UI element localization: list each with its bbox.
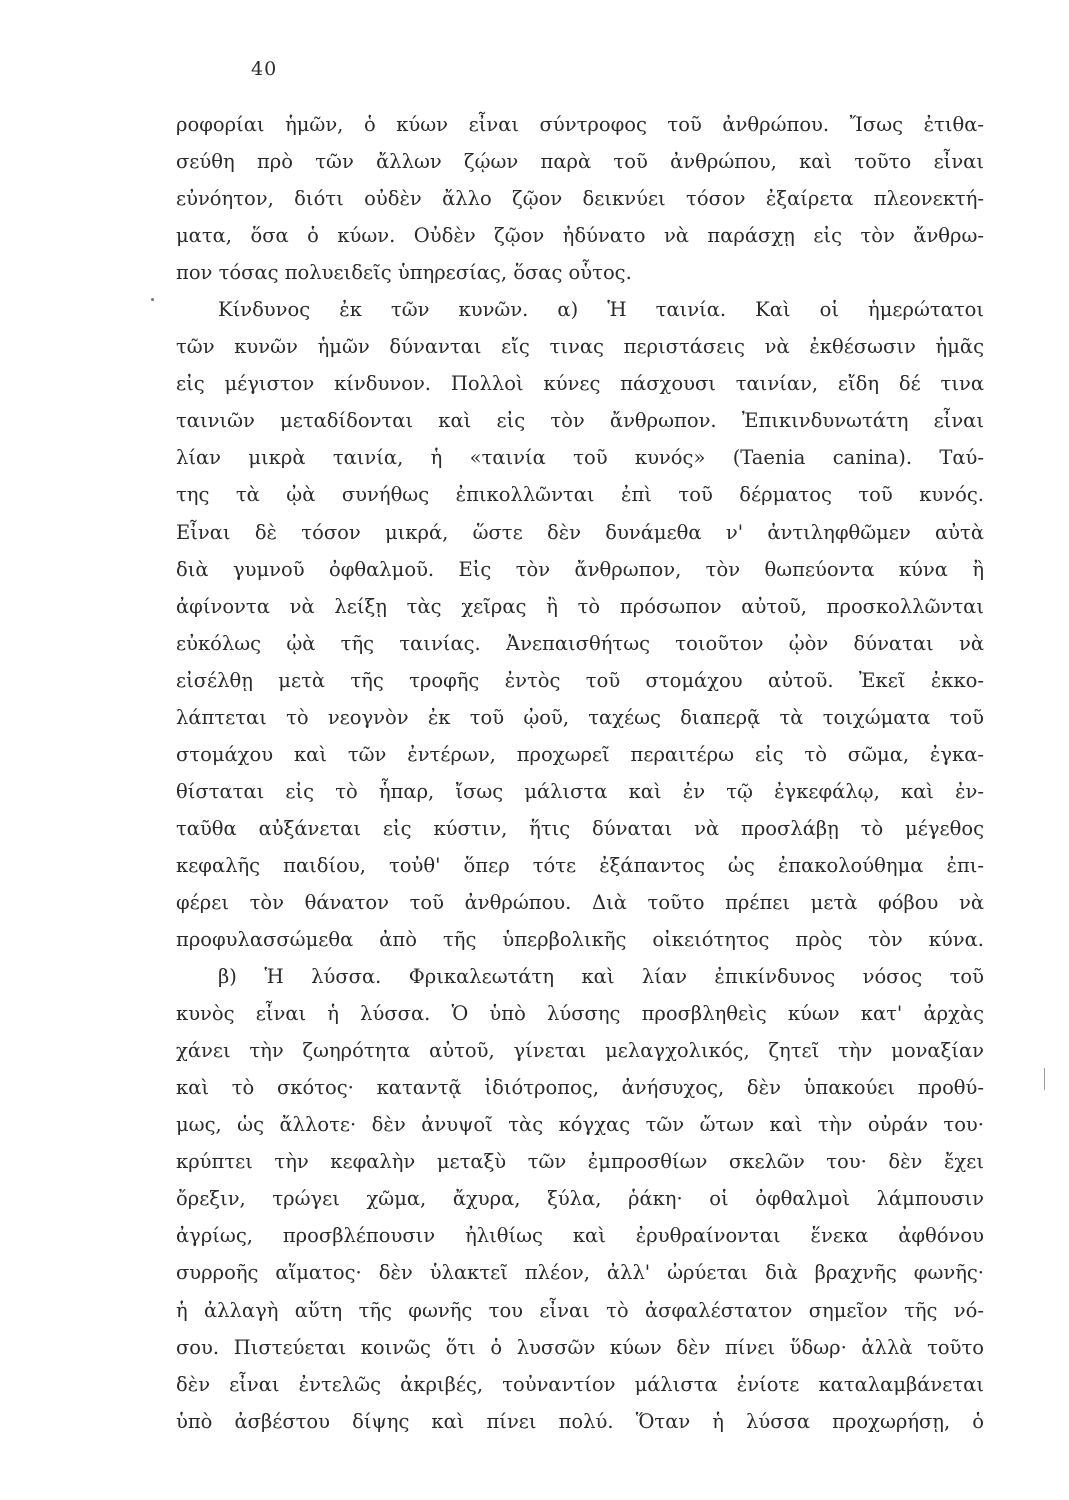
text-line: φέρει τὸν θάνατον τοῦ ἀνθρώπου. Διὰ τοῦτο πρέπει μετὰ φόβου νὰ [176,890,984,914]
text-line: ματα, ὅσα ὁ κύων. Οὐδὲν ζῷον ἠδύνατο νὰ παράσχῃ εἰς τὸν ἄνθρω- [176,224,984,248]
text-line: της τὰ ᾠὰ συνήθως ἐπικολλῶνται ἐπὶ τοῦ δέρματος τοῦ κυνός. [176,483,984,507]
text-line: κυνὸς εἶναι ἡ λύσσα. Ὁ ὑπὸ λύσσης προσβληθεὶς κύων κατ' ἀρχὰς [176,1002,984,1026]
text-line: ταῦθα αὐξάνεται εἰς κύστιν, ἥτις δύναται νὰ προσλάβῃ τὸ μέγεθος [176,816,984,840]
text-line: θίσταται εἰς τὸ ἧπαρ, ἴσως μάλιστα καὶ ἐν τῷ ἐγκεφάλῳ, καὶ ἐν- [176,779,984,803]
text-line: κρύπτει τὴν κεφαλὴν μεταξὺ τῶν ἐμπροσθίων σκελῶν του· δὲν ἔχει [176,1150,984,1174]
text-line: συρροῆς αἵματος· δὲν ὑλακτεῖ πλέον, ἀλλ' ὠρύεται διὰ βραχνῆς φωνῆς· [176,1261,984,1285]
text-line: ὑπὸ ἀσβέστου δίψης καὶ πίνει πολύ. Ὅταν ἡ λύσσα προχωρήσῃ, ὁ [176,1409,984,1433]
text-line: εὐνόητον, διότι οὐδὲν ἄλλο ζῷον δεικνύει τόσον ἐξαίρετα πλεονεκτή- [176,187,984,211]
text-line: στομάχου καὶ τῶν ἐντέρων, προχωρεῖ περαιτέρω εἰς τὸ σῶμα, ἐγκα- [176,742,984,766]
text-line: εὐκόλως ᾠὰ τῆς ταινίας. Ἀνεπαισθήτως τοιοῦτον ᾠὸν δύναται νὰ [176,631,984,655]
text-line: διὰ γυμνοῦ ὀφθαλμοῦ. Εἰς τὸν ἄνθρωπον, τὸν θωπεύοντα κύνα ἢ [176,557,984,581]
text-line: ἡ ἀλλαγὴ αὕτη τῆς φωνῆς του εἶναι τὸ ἀσφαλέστατον σημεῖον τῆς νό- [176,1298,984,1322]
section-heading-line: Κίνδυνος ἐκ τῶν κυνῶν. α) Ἡ ταινία. Καὶ οἱ ἡμερώτατοι [218,298,984,322]
text-line: εἰς μέγιστον κίνδυνον. Πολλοὶ κύνες πάσχουσι ταινίαν, εἴδη δέ τινα [176,372,984,396]
text-line: λάπτεται τὸ νεογνὸν ἐκ τοῦ ᾠοῦ, ταχέως διαπερᾷ τὰ τοιχώματα τοῦ [176,705,984,729]
text-line: ταινιῶν μεταδίδονται καὶ εἰς τὸν ἄνθρωπον. Ἐπικινδυνωτάτη εἶναι [176,409,984,433]
body-text [176,106,984,1440]
text-line: καὶ τὸ σκότος· καταντᾷ ἰδιότροπος, ἀνήσυχος, δὲν ὑπακούει προθύ- [176,1076,984,1100]
text-line: ὄρεξιν, τρώγει χῶμα, ἄχυρα, ξύλα, ῥάκη· οἱ ὀφθαλμοὶ λάμπουσιν [176,1187,984,1211]
text-line: Εἶναι δὲ τόσον μικρά, ὥστε δὲν δυνάμεθα ν' ἀντιληφθῶμεν αὐτὰ [176,520,984,544]
page-number: 40 [251,58,278,80]
text-line: ροφορίαι ἡμῶν, ὁ κύων εἶναι σύντροφος τοῦ ἀνθρώπου. Ἴσως ἐτιθα- [176,113,984,136]
text-line: μως, ὡς ἄλλοτε· δὲν ἀνυψοῖ τὰς κόγχας τῶν ὤτων καὶ τὴν οὐράν του· [176,1113,984,1137]
text-line: προφυλασσώμεθα ἀπὸ τῆς ὑπερβολικῆς οἰκειότητος πρὸς τὸν κύνα. [176,928,984,952]
section-heading-line: β) Ἡ λύσσα. Φρικαλεωτάτη καὶ λίαν ἐπικίνδυνος νόσος τοῦ [218,965,984,989]
text-line: κεφαλῆς παιδίου, τοὐθ' ὅπερ τότε ἐξάπαντος ὡς ἐπακολούθημα ἐπι- [176,853,984,877]
text-line: δὲν εἶναι ἐντελῶς ἀκριβές, τοὐναντίον μάλιστα ἐνίοτε καταλαμβάνεται [176,1372,984,1396]
margin-dot [151,298,154,301]
text-line: ἀγρίως, προσβλέπουσιν ἠλιθίως καὶ ἐρυθραίνονται ἕνεκα ἀφθόνου [176,1224,984,1248]
text-line: ἀφίνοντα νὰ λείξῃ τὰς χεῖρας ἢ τὸ πρόσωπον αὐτοῦ, προσκολλῶνται [176,594,984,618]
text-line: χάνει τὴν ζωηρότητα αὐτοῦ, γίνεται μελαγχολικός, ζητεῖ τὴν μοναξίαν [176,1039,984,1063]
text-line: πον τόσας πολυειδεῖς ὑπηρεσίας, ὅσας οὗτος. [176,261,632,285]
text-line: λίαν μικρὰ ταινία, ἡ «ταινία τοῦ κυνός» (Taenia canina). Ταύ- [176,446,984,470]
text-line: εἰσέλθῃ μετὰ τῆς τροφῆς ἐντὸς τοῦ στομάχου αὐτοῦ. Ἐκεῖ ἐκκο- [176,668,984,692]
text-line: σου. Πιστεύεται κοινῶς ὅτι ὁ λυσσῶν κύων δὲν πίνει ὕδωρ· ἀλλὰ τοῦτο [176,1335,984,1359]
text-line: σεύθη πρὸ τῶν ἄλλων ζῴων παρὰ τοῦ ἀνθρώπου, καὶ τοῦτο εἶναι [176,150,984,174]
text-line: τῶν κυνῶν ἡμῶν δύνανται εἴς τινας περιστάσεις νὰ ἐκθέσωσιν ἡμᾶς [176,335,984,359]
margin-mark [1044,1068,1045,1090]
